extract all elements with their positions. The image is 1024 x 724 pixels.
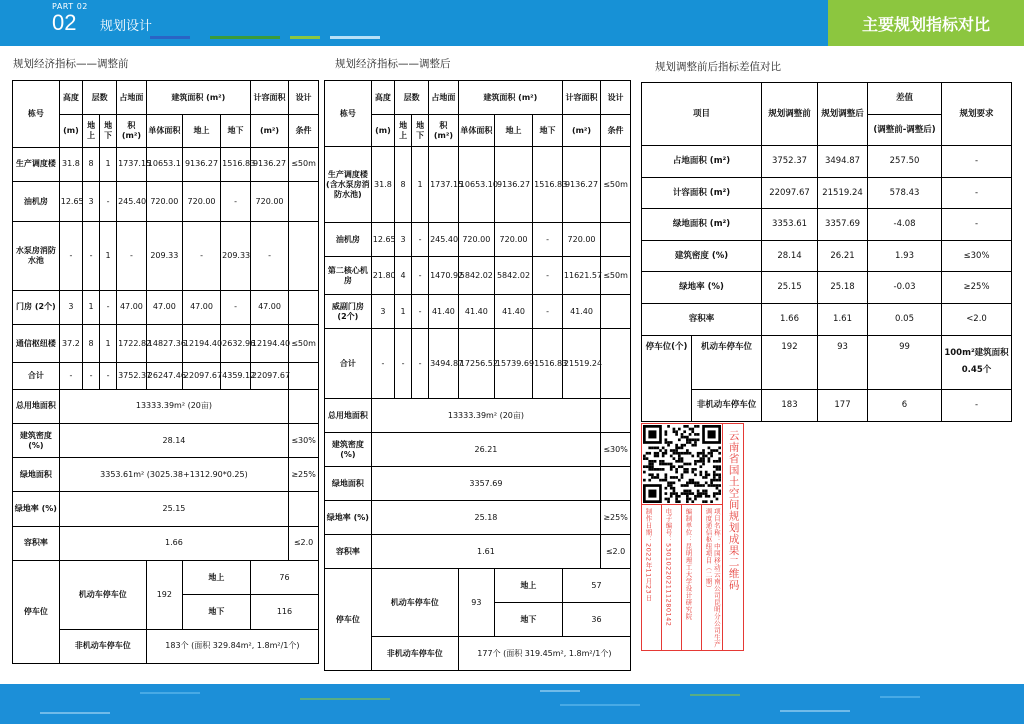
- table-row: [13, 81, 319, 115]
- table-cell: 3357.69: [818, 209, 868, 241]
- summary-value: 28.14: [59, 423, 288, 457]
- table-cell: -: [942, 390, 1012, 422]
- table-cell: 1.93: [868, 240, 942, 272]
- before-table: [12, 80, 319, 664]
- summary-requirement: ≤2.0: [289, 526, 319, 560]
- table-row: [325, 501, 631, 535]
- building-name: 水泵房消防水池: [13, 222, 60, 291]
- summary-label: 绿地面积: [325, 467, 372, 501]
- table-row: [642, 177, 1012, 209]
- table-cell: 4: [395, 257, 412, 295]
- table-cell: -0.03: [868, 272, 942, 304]
- before-caption: 规划经济指标——调整前: [13, 58, 129, 70]
- table-row: [13, 458, 319, 492]
- table-cell: -: [182, 222, 220, 291]
- table-cell: 99: [868, 335, 942, 390]
- table-cell: -: [942, 177, 1012, 209]
- table-cell: 209.33: [146, 222, 182, 291]
- table-cell: [601, 223, 631, 257]
- table-cell: 21519.24: [562, 329, 600, 399]
- table-cell: -: [117, 222, 147, 291]
- table-row: [642, 335, 1012, 390]
- table-row: [642, 83, 1012, 115]
- compare-item: 建筑密度 (%): [642, 240, 762, 272]
- table-cell: 47.00: [146, 290, 182, 324]
- table-cell: 1470.92: [429, 257, 459, 295]
- qr-code-icon: [643, 425, 721, 503]
- compare-item: 绿地率 (%): [642, 272, 762, 304]
- table-row: [13, 560, 319, 594]
- qr-divider: [681, 504, 682, 651]
- summary-requirement: [289, 492, 319, 526]
- compare-table: [641, 82, 1012, 422]
- summary-label: 建筑密度 (%): [325, 433, 372, 467]
- building-name: 门房 (2个): [13, 290, 60, 324]
- table-row: [642, 209, 1012, 241]
- table-row: [325, 257, 631, 295]
- compare-item: 占地面积 (m²): [642, 146, 762, 178]
- table-cell: 209.33: [221, 222, 251, 291]
- summary-value: 1.61: [371, 535, 600, 569]
- summary-value: 25.15: [59, 492, 288, 526]
- table-cell: 4359.12: [221, 363, 251, 389]
- table-cell: 1737.15: [117, 147, 147, 181]
- table-cell: 地下: [221, 115, 251, 147]
- parking-nonmotor-value: 177个 (面积 319.45m², 1.8m²/1个): [458, 637, 630, 671]
- part-number: 02: [52, 10, 77, 35]
- summary-label: 建筑密度 (%): [13, 423, 60, 457]
- table-row: [13, 492, 319, 526]
- table-cell: 15739.69: [494, 329, 532, 399]
- header-name: 栋号: [325, 81, 372, 147]
- table-cell: 10653.1: [146, 147, 182, 181]
- table-row: [13, 325, 319, 363]
- table-cell: 8: [83, 147, 100, 181]
- table-row: [13, 147, 319, 181]
- header-requirement: 规划要求: [942, 83, 1012, 146]
- compare-item: 计容面积 (m²): [642, 177, 762, 209]
- table-cell: 9136.27: [562, 147, 600, 223]
- table-cell: 257.50: [868, 146, 942, 178]
- building-name: 生产调度楼(含水泵房消防水池): [325, 147, 372, 223]
- table-cell: 9136.27: [494, 147, 532, 223]
- table-cell: 22097.67: [762, 177, 818, 209]
- table-cell: 9136.27: [250, 147, 288, 181]
- table-cell: 1: [83, 290, 100, 324]
- table-row: [13, 115, 319, 147]
- summary-value: 25.18: [371, 501, 600, 535]
- table-cell: -: [395, 329, 412, 399]
- table-cell: 31.8: [59, 147, 82, 181]
- table-cell: 积 (m²): [117, 115, 147, 147]
- qr-title: 云南省国土空间规划成果二维码: [727, 430, 740, 591]
- table-row: [642, 304, 1012, 336]
- table-cell: <2.0: [942, 304, 1012, 336]
- parking-motor: 机动车停车位: [59, 560, 146, 629]
- parking-below-value: 36: [562, 603, 630, 637]
- building-name: 生产调度楼: [13, 147, 60, 181]
- parking-label: 停车位: [325, 569, 372, 671]
- summary-requirement: [289, 389, 319, 423]
- summary-label: 绿地率 (%): [325, 501, 372, 535]
- table-cell: 8: [395, 147, 412, 223]
- table-cell: 26247.46: [146, 363, 182, 389]
- after-table: [324, 80, 631, 671]
- table-row: [325, 569, 631, 603]
- table-cell: -: [100, 363, 117, 389]
- table-cell: 单体面积: [458, 115, 494, 147]
- table-cell: [601, 295, 631, 329]
- header-height: 高度: [371, 81, 394, 115]
- table-cell: 47.00: [182, 290, 220, 324]
- table-cell: 12.65: [59, 181, 82, 221]
- table-cell: 地下: [412, 115, 429, 147]
- header-before: 规划调整前: [762, 83, 818, 146]
- building-name: 通信枢纽楼: [13, 325, 60, 363]
- table-cell: -: [942, 209, 1012, 241]
- qr-designer: 编制单位：昆明理工大学设计研究院: [684, 508, 693, 620]
- table-cell: -: [100, 290, 117, 324]
- header-floors: 层数: [83, 81, 117, 115]
- parking-above-value: 76: [250, 560, 318, 594]
- page-header: [0, 0, 1024, 46]
- table-cell: -: [83, 222, 100, 291]
- building-name: 第二核心机房: [325, 257, 372, 295]
- table-cell: 地下: [100, 115, 117, 147]
- header-diff: 差值: [868, 83, 942, 115]
- table-cell: 1: [412, 147, 429, 223]
- parking-nonmotor: 非机动车停车位: [371, 637, 458, 671]
- building-name: 油机房: [13, 181, 60, 221]
- table-row: [325, 329, 631, 399]
- table-cell: 177: [818, 390, 868, 422]
- summary-value: 26.21: [371, 433, 600, 467]
- table-cell: -4.08: [868, 209, 942, 241]
- header-floors: 层数: [395, 81, 429, 115]
- table-cell: 3: [59, 290, 82, 324]
- summary-value: 1.66: [59, 526, 288, 560]
- table-cell: 1516.83: [533, 329, 563, 399]
- parking-label: 停车位: [13, 560, 60, 663]
- table-cell: 1: [100, 325, 117, 363]
- table-cell: 245.40: [429, 223, 459, 257]
- table-cell: 21519.24: [818, 177, 868, 209]
- table-cell: 6: [868, 390, 942, 422]
- summary-value: 3353.61m² (3025.38+1312.90*0.25): [59, 458, 288, 492]
- table-cell: ≤50m: [289, 147, 319, 181]
- table-cell: -: [221, 290, 251, 324]
- parking-motor-total: 192: [146, 560, 182, 629]
- table-cell: 47.00: [250, 290, 288, 324]
- table-row: [642, 272, 1012, 304]
- table-row: [13, 290, 319, 324]
- table-cell: ≤50m: [289, 325, 319, 363]
- table-cell: 地上: [395, 115, 412, 147]
- compare-nonmotor: 非机动车停车位: [692, 390, 762, 422]
- header-after: 规划调整后: [818, 83, 868, 146]
- qr-code-number: 电子编号：530102202111280142: [664, 508, 673, 627]
- table-row: [325, 223, 631, 257]
- table-cell: 1: [395, 295, 412, 329]
- table-row: [13, 222, 319, 291]
- parking-below: 地下: [182, 595, 250, 629]
- table-cell: 192: [762, 335, 818, 390]
- table-cell: 578.43: [868, 177, 942, 209]
- table-cell: 41.40: [429, 295, 459, 329]
- section-title: 规划设计: [100, 19, 153, 34]
- table-cell: 3752.37: [762, 146, 818, 178]
- table-cell: 25.18: [818, 272, 868, 304]
- table-cell: 720.00: [182, 181, 220, 221]
- table-cell: 单体面积: [146, 115, 182, 147]
- table-cell: 10653.10: [458, 147, 494, 223]
- table-cell: 1: [100, 147, 117, 181]
- header-calc: 计容面积: [250, 81, 288, 115]
- table-cell: 720.00: [146, 181, 182, 221]
- part-label: PART 02: [52, 2, 88, 11]
- table-cell: (m²): [250, 115, 288, 147]
- table-cell: ≥25%: [942, 272, 1012, 304]
- parking-nonmotor-value: 183个 (面积 329.84m², 1.8m²/1个): [146, 629, 318, 663]
- header-blue-band: [0, 0, 828, 46]
- table-cell: [601, 329, 631, 399]
- table-cell: (m²): [562, 115, 600, 147]
- table-cell: 245.40: [117, 181, 147, 221]
- table-cell: 720.00: [250, 181, 288, 221]
- summary-label: 总用地面积: [13, 389, 60, 423]
- table-row: [642, 146, 1012, 178]
- table-cell: 26.21: [818, 240, 868, 272]
- table-cell: 14827.36: [146, 325, 182, 363]
- header-area: 建筑面积 (m²): [458, 81, 562, 115]
- table-row: [325, 467, 631, 501]
- table-cell: 720.00: [562, 223, 600, 257]
- table-cell: 41.40: [494, 295, 532, 329]
- summary-requirement: ≥25%: [601, 501, 631, 535]
- summary-requirement: [601, 399, 631, 433]
- table-cell: 21.80: [371, 257, 394, 295]
- table-cell: 1737.15: [429, 147, 459, 223]
- header-item: 项目: [642, 83, 762, 146]
- table-cell: 12194.40: [182, 325, 220, 363]
- table-cell: -: [412, 257, 429, 295]
- table-cell: -: [83, 363, 100, 389]
- table-row: [13, 423, 319, 457]
- table-cell: (m): [371, 115, 394, 147]
- table-cell: 5842.02: [494, 257, 532, 295]
- table-row: [13, 629, 319, 663]
- summary-value: 13333.39m² (20亩): [59, 389, 288, 423]
- table-cell: -: [412, 295, 429, 329]
- table-cell: -: [533, 257, 563, 295]
- table-row: [325, 535, 631, 569]
- header-height: 高度: [59, 81, 82, 115]
- header-diff-note: (调整前-调整后): [868, 114, 942, 146]
- table-cell: 41.40: [562, 295, 600, 329]
- table-cell: 5842.02: [458, 257, 494, 295]
- table-cell: 3494.87: [429, 329, 459, 399]
- building-name: 威副门房 (2个): [325, 295, 372, 329]
- header-design: 设计: [601, 81, 631, 115]
- building-name: 油机房: [325, 223, 372, 257]
- parking-nonmotor: 非机动车停车位: [59, 629, 146, 663]
- table-cell: [289, 290, 319, 324]
- table-cell: 条件: [289, 115, 319, 147]
- table-cell: 地上: [83, 115, 100, 147]
- table-cell: [289, 222, 319, 291]
- summary-label: 容积率: [13, 526, 60, 560]
- table-cell: -: [412, 223, 429, 257]
- table-cell: 3494.87: [818, 146, 868, 178]
- summary-label: 绿地面积: [13, 458, 60, 492]
- table-row: [13, 526, 319, 560]
- table-cell: 地下: [533, 115, 563, 147]
- table-cell: 8: [83, 325, 100, 363]
- header-right-title: 主要规划指标对比: [828, 0, 1024, 46]
- table-cell: 1516.83: [533, 147, 563, 223]
- summary-requirement: ≤30%: [601, 433, 631, 467]
- header-name: 栋号: [13, 81, 60, 148]
- compare-item: 容积率: [642, 304, 762, 336]
- table-row: [325, 433, 631, 467]
- summary-label: 总用地面积: [325, 399, 372, 433]
- table-row: [325, 81, 631, 115]
- table-cell: 3: [83, 181, 100, 221]
- summary-requirement: [601, 467, 631, 501]
- table-row: [325, 637, 631, 671]
- table-cell: 12194.40: [250, 325, 288, 363]
- compare-motor-requirement: 100m²建筑面积0.45个: [942, 335, 1012, 390]
- page-footer: [0, 684, 1024, 724]
- table-cell: -: [221, 181, 251, 221]
- table-cell: 3752.37: [117, 363, 147, 389]
- header-area: 建筑面积 (m²): [146, 81, 250, 115]
- table-cell: -: [533, 223, 563, 257]
- table-row: [13, 389, 319, 423]
- table-row: [642, 390, 1012, 422]
- table-row: [325, 295, 631, 329]
- table-cell: 93: [818, 335, 868, 390]
- table-cell: 地上: [182, 115, 220, 147]
- table-cell: 3353.61: [762, 209, 818, 241]
- table-cell: 22097.67: [250, 363, 288, 389]
- table-cell: [289, 363, 319, 389]
- parking-above: 地上: [182, 560, 250, 594]
- table-cell: 1.61: [818, 304, 868, 336]
- table-row: [13, 363, 319, 389]
- table-cell: 2632.96: [221, 325, 251, 363]
- compare-motor: 机动车停车位: [692, 335, 762, 390]
- table-cell: 22097.67: [182, 363, 220, 389]
- table-cell: -: [250, 222, 288, 291]
- table-cell: 28.14: [762, 240, 818, 272]
- compare-parking-label: 停车位(个): [642, 335, 692, 421]
- table-cell: 1516.83: [221, 147, 251, 181]
- table-cell: -: [100, 181, 117, 221]
- table-row: [325, 399, 631, 433]
- table-cell: -: [371, 329, 394, 399]
- summary-requirement: ≤2.0: [601, 535, 631, 569]
- summary-value: 3357.69: [371, 467, 600, 501]
- header-land: 占地面: [117, 81, 147, 115]
- table-cell: 25.15: [762, 272, 818, 304]
- table-row: [13, 181, 319, 221]
- table-cell: 3: [371, 295, 394, 329]
- table-cell: 0.05: [868, 304, 942, 336]
- table-cell: 1: [100, 222, 117, 291]
- table-cell: 12.65: [371, 223, 394, 257]
- header-calc: 计容面积: [562, 81, 600, 115]
- after-caption: 规划经济指标——调整后: [335, 58, 451, 70]
- header-design: 设计: [289, 81, 319, 115]
- summary-requirement: ≤30%: [289, 423, 319, 457]
- compare-item: 绿地面积 (m²): [642, 209, 762, 241]
- table-cell: 11621.57: [562, 257, 600, 295]
- table-cell: -: [533, 295, 563, 329]
- table-cell: -: [59, 222, 82, 291]
- qr-divider: [722, 423, 723, 651]
- header-stripes: [150, 36, 410, 39]
- table-cell: 720.00: [458, 223, 494, 257]
- table-row: [642, 240, 1012, 272]
- parking-below: 地下: [494, 603, 562, 637]
- summary-requirement: ≥25%: [289, 458, 319, 492]
- summary-label: 绿地率 (%): [13, 492, 60, 526]
- table-cell: 183: [762, 390, 818, 422]
- table-row: [325, 115, 631, 147]
- parking-motor-total: 93: [458, 569, 494, 637]
- table-cell: 17256.52: [458, 329, 494, 399]
- table-cell: -: [412, 329, 429, 399]
- table-cell: 1.66: [762, 304, 818, 336]
- parking-above: 地上: [494, 569, 562, 603]
- qr-date: 制作日期：2022年11月23日: [644, 508, 653, 602]
- qr-project: 项目名称：中国移动云南公司昆明分公司生产调度通信枢纽项目（二期）: [704, 508, 721, 648]
- table-cell: 积 (m²): [429, 115, 459, 147]
- table-cell: 条件: [601, 115, 631, 147]
- table-cell: 31.8: [371, 147, 394, 223]
- building-name: 合计: [13, 363, 60, 389]
- qr-divider: [701, 504, 702, 651]
- table-cell: ≤50m: [601, 257, 631, 295]
- parking-above-value: 57: [562, 569, 630, 603]
- compare-caption: 规划调整前后指标差值对比: [655, 61, 781, 73]
- table-cell: ≤30%: [942, 240, 1012, 272]
- table-cell: 37.2: [59, 325, 82, 363]
- table-cell: (m): [59, 115, 82, 147]
- table-cell: ≤50m: [601, 147, 631, 223]
- table-cell: 9136.27: [182, 147, 220, 181]
- table-cell: 1722.82: [117, 325, 147, 363]
- table-cell: [289, 181, 319, 221]
- header-land: 占地面: [429, 81, 459, 115]
- table-cell: -: [942, 146, 1012, 178]
- building-name: 合计: [325, 329, 372, 399]
- parking-below-value: 116: [250, 595, 318, 629]
- table-row: [325, 147, 631, 223]
- qr-divider: [661, 504, 662, 651]
- table-cell: 地上: [494, 115, 532, 147]
- summary-value: 13333.39m² (20亩): [371, 399, 600, 433]
- parking-motor: 机动车停车位: [371, 569, 458, 637]
- table-cell: 41.40: [458, 295, 494, 329]
- table-cell: -: [59, 363, 82, 389]
- table-cell: 47.00: [117, 290, 147, 324]
- table-cell: 3: [395, 223, 412, 257]
- summary-label: 容积率: [325, 535, 372, 569]
- table-cell: 720.00: [494, 223, 532, 257]
